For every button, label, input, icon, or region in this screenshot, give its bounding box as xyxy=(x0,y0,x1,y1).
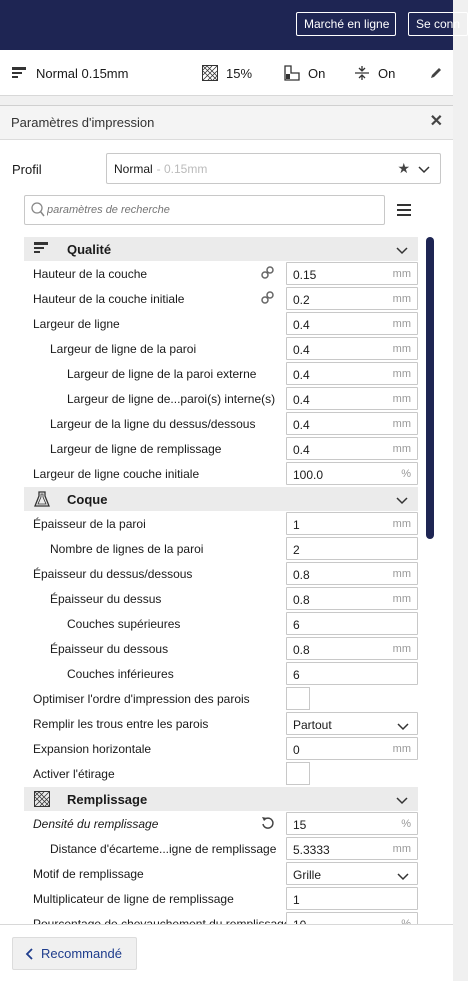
setting-value: 6 xyxy=(293,668,300,682)
setting-value: 15 xyxy=(293,818,307,832)
recommended-button[interactable] xyxy=(12,937,137,970)
profile-layer-text: - 0.15mm xyxy=(156,162,208,176)
setting-label: Nombre de lignes de la paroi xyxy=(50,542,204,556)
setting-label: Hauteur de la couche initiale xyxy=(33,292,185,306)
setting-enable-ironing xyxy=(24,761,418,786)
support-icon xyxy=(284,65,300,81)
setting-wall-line-count xyxy=(24,536,418,561)
chevron-left-icon xyxy=(25,948,33,960)
shell-icon xyxy=(34,491,50,510)
setting-value: 2 xyxy=(293,543,300,557)
setting-unit: mm xyxy=(392,593,411,605)
setting-label: Remplir les trous entre les parois xyxy=(33,717,209,731)
setting-unit: mm xyxy=(392,418,411,430)
setting-unit: mm xyxy=(392,643,411,655)
quality-icon xyxy=(34,241,50,258)
setting-value-field[interactable] xyxy=(286,637,418,660)
setting-label: Multiplicateur de ligne de remplissage xyxy=(33,892,234,906)
setting-unit: mm xyxy=(392,518,411,530)
setting-value-field[interactable] xyxy=(286,837,418,860)
adhesion-summary[interactable] xyxy=(354,50,395,96)
setting-bottom-thickness xyxy=(24,636,418,661)
setting-infill-line-multiplier xyxy=(24,886,418,911)
setting-value: 0.8 xyxy=(293,568,310,582)
settings-search[interactable] xyxy=(24,195,385,225)
setting-value: 0 xyxy=(293,743,300,757)
setting-unit: mm xyxy=(392,293,411,305)
infill-summary[interactable] xyxy=(202,50,252,96)
setting-label: Largeur de ligne de remplissage xyxy=(50,442,222,456)
setting-value-field[interactable] xyxy=(286,887,418,910)
setting-fill-gaps xyxy=(24,711,418,736)
setting-value-field[interactable] xyxy=(286,362,418,385)
setting-label: Épaisseur du dessous xyxy=(50,642,169,656)
profile-summary[interactable] xyxy=(12,50,128,96)
sign-in-button[interactable]: Se conn xyxy=(408,12,468,36)
setting-value: 1 xyxy=(293,518,300,532)
panel-header xyxy=(0,106,453,140)
setting-top-layers xyxy=(24,611,418,636)
setting-label: Largeur de ligne xyxy=(33,317,120,331)
search-icon xyxy=(31,202,45,221)
setting-label: Épaisseur du dessus xyxy=(50,592,162,606)
setting-value: 5.3333 xyxy=(293,843,330,857)
setting-value-field[interactable] xyxy=(286,562,418,585)
setting-unit: mm xyxy=(392,268,411,280)
setting-line-width xyxy=(24,311,418,336)
setting-value: 0.4 xyxy=(293,343,310,357)
profile-name-text: Normal xyxy=(114,162,153,176)
setting-checkbox[interactable] xyxy=(286,762,310,785)
link-icon[interactable] xyxy=(261,291,274,307)
setting-initial-layer-line-width xyxy=(24,461,418,486)
setting-label: Optimiser l'ordre d'impression des parois xyxy=(33,692,250,706)
setting-horizontal-expansion xyxy=(24,736,418,761)
setting-label: Largeur de ligne de...paroi(s) interne(s) xyxy=(67,392,276,406)
setting-label: Épaisseur du dessus/dessous xyxy=(33,567,193,581)
setting-top-bottom-line-width xyxy=(24,411,418,436)
setting-value: 0.15 xyxy=(293,268,317,282)
setting-value-field[interactable] xyxy=(286,512,418,535)
setting-value: 0.4 xyxy=(293,443,310,457)
chevron-down-icon xyxy=(396,794,408,808)
setting-label: Distance d'écarteme...igne de remplissage xyxy=(50,842,277,856)
support-summary-label: On xyxy=(308,65,326,81)
setting-optimize-wall-order xyxy=(24,686,418,711)
search-input[interactable] xyxy=(47,201,367,219)
chevron-down-icon xyxy=(418,163,430,177)
category-infill[interactable] xyxy=(24,787,418,811)
setting-value-field[interactable] xyxy=(286,537,418,560)
setting-unit: % xyxy=(401,818,411,830)
setting-label: Largeur de ligne couche initiale xyxy=(33,467,200,481)
setting-value-field[interactable] xyxy=(286,737,418,760)
setting-label: Densité du remplissage xyxy=(33,817,159,831)
setting-value-field[interactable] xyxy=(286,812,418,835)
setting-top-bottom-thickness xyxy=(24,561,418,586)
adhesion-icon xyxy=(354,65,370,81)
setting-infill-density xyxy=(24,811,418,836)
setting-value: 100.0 xyxy=(293,468,324,482)
setting-unit: mm xyxy=(392,843,411,855)
setting-bottom-layers xyxy=(24,661,418,686)
quality-icon xyxy=(12,66,28,80)
chevron-down-icon xyxy=(397,720,409,734)
setting-unit: mm xyxy=(392,318,411,330)
setting-label: Activer l'étirage xyxy=(33,767,115,781)
print-settings-panel xyxy=(0,105,453,980)
chevron-down-icon xyxy=(397,870,409,884)
settings-scrollbar[interactable] xyxy=(426,237,434,539)
support-summary[interactable] xyxy=(284,50,325,96)
setting-label: Largeur de ligne de la paroi xyxy=(50,342,197,356)
setting-value: Grille xyxy=(293,868,322,882)
setting-unit: mm xyxy=(392,743,411,755)
setting-infill-line-width xyxy=(24,436,418,461)
print-setup-bar[interactable] xyxy=(0,50,453,96)
category-label: Coque xyxy=(67,492,108,507)
setting-value-field[interactable] xyxy=(286,287,418,310)
profile-name xyxy=(114,162,207,176)
setting-wall-line-width xyxy=(24,336,418,361)
category-label: Qualité xyxy=(67,242,112,257)
setting-label: Épaisseur de la paroi xyxy=(33,517,146,531)
setting-inner-wall-line-width xyxy=(24,386,418,411)
setting-infill-pattern xyxy=(24,861,418,886)
setting-value-field[interactable] xyxy=(286,387,418,410)
setting-dropdown[interactable] xyxy=(286,712,418,735)
setting-dropdown[interactable] xyxy=(286,862,418,885)
setting-value: 0.8 xyxy=(293,593,310,607)
settings-visibility-menu-icon[interactable] xyxy=(397,204,411,219)
setting-value: 6 xyxy=(293,618,300,632)
setting-unit: mm xyxy=(392,343,411,355)
setting-value: 0.8 xyxy=(293,643,310,657)
setting-value: 0.4 xyxy=(293,318,310,332)
link-icon[interactable] xyxy=(261,266,274,282)
adhesion-summary-label: On xyxy=(378,65,396,81)
setting-value: 0.4 xyxy=(293,393,310,407)
setting-value: 0.4 xyxy=(293,418,310,432)
setting-label: Largeur de la ligne du dessus/dessous xyxy=(50,417,256,431)
profile-label: Profil xyxy=(12,162,42,177)
setting-unit: mm xyxy=(392,443,411,455)
setting-value-field[interactable] xyxy=(286,262,418,285)
setting-layer-height xyxy=(24,261,418,286)
setting-label: Largeur de ligne de la paroi externe xyxy=(67,367,257,381)
setting-value-field[interactable] xyxy=(286,337,418,360)
marketplace-button[interactable]: Marché en ligne xyxy=(296,12,396,36)
reset-icon[interactable] xyxy=(261,816,275,833)
setting-unit: mm xyxy=(392,568,411,580)
setting-checkbox[interactable] xyxy=(286,687,310,710)
chevron-down-icon xyxy=(396,244,408,258)
close-icon[interactable]: ✕ xyxy=(429,113,443,130)
setting-label: Motif de remplissage xyxy=(33,867,144,881)
setting-wall-thickness xyxy=(24,511,418,536)
category-shell[interactable] xyxy=(24,487,418,511)
setting-value-field[interactable] xyxy=(286,312,418,335)
setting-label: Hauteur de la couche xyxy=(33,267,148,281)
settings-list xyxy=(0,237,453,923)
chevron-down-icon xyxy=(396,494,408,508)
setting-unit: mm xyxy=(392,368,411,380)
top-bar xyxy=(0,0,461,50)
setting-label: Couches inférieures xyxy=(67,667,174,681)
setting-value-field[interactable] xyxy=(286,412,418,435)
setting-value-field[interactable] xyxy=(286,437,418,460)
setting-infill-line-distance xyxy=(24,836,418,861)
infill-icon xyxy=(202,65,218,81)
panel-title: Paramètres d'impression xyxy=(11,115,155,130)
setting-label: Expansion horizontale xyxy=(33,742,152,756)
setting-value: 1 xyxy=(293,893,300,907)
setting-unit: mm xyxy=(392,393,411,405)
infill-summary-label: 15% xyxy=(226,65,253,81)
setting-value: 0.4 xyxy=(293,368,310,382)
infill-icon xyxy=(34,791,50,810)
edit-icon[interactable] xyxy=(430,50,442,96)
profile-dropdown[interactable] xyxy=(106,153,441,184)
star-icon[interactable]: ★ xyxy=(397,160,410,176)
profile-summary-label: Normal 0.15mm xyxy=(36,65,129,81)
setting-value-field[interactable] xyxy=(286,662,418,685)
setting-value-field[interactable] xyxy=(286,612,418,635)
setting-value-field[interactable] xyxy=(286,587,418,610)
setting-label: Couches supérieures xyxy=(67,617,181,631)
setting-top-thickness xyxy=(24,586,418,611)
setting-outer-wall-line-width xyxy=(24,361,418,386)
recommended-label: Recommandé xyxy=(41,946,122,961)
setting-value-field[interactable] xyxy=(286,462,418,485)
panel-footer xyxy=(0,924,453,981)
category-label: Remplissage xyxy=(67,792,148,807)
category-quality[interactable] xyxy=(24,237,418,261)
setting-unit: % xyxy=(401,468,411,480)
setting-value: 0.2 xyxy=(293,293,310,307)
setting-value: Partout xyxy=(293,718,332,732)
setting-initial-layer-height xyxy=(24,286,418,311)
